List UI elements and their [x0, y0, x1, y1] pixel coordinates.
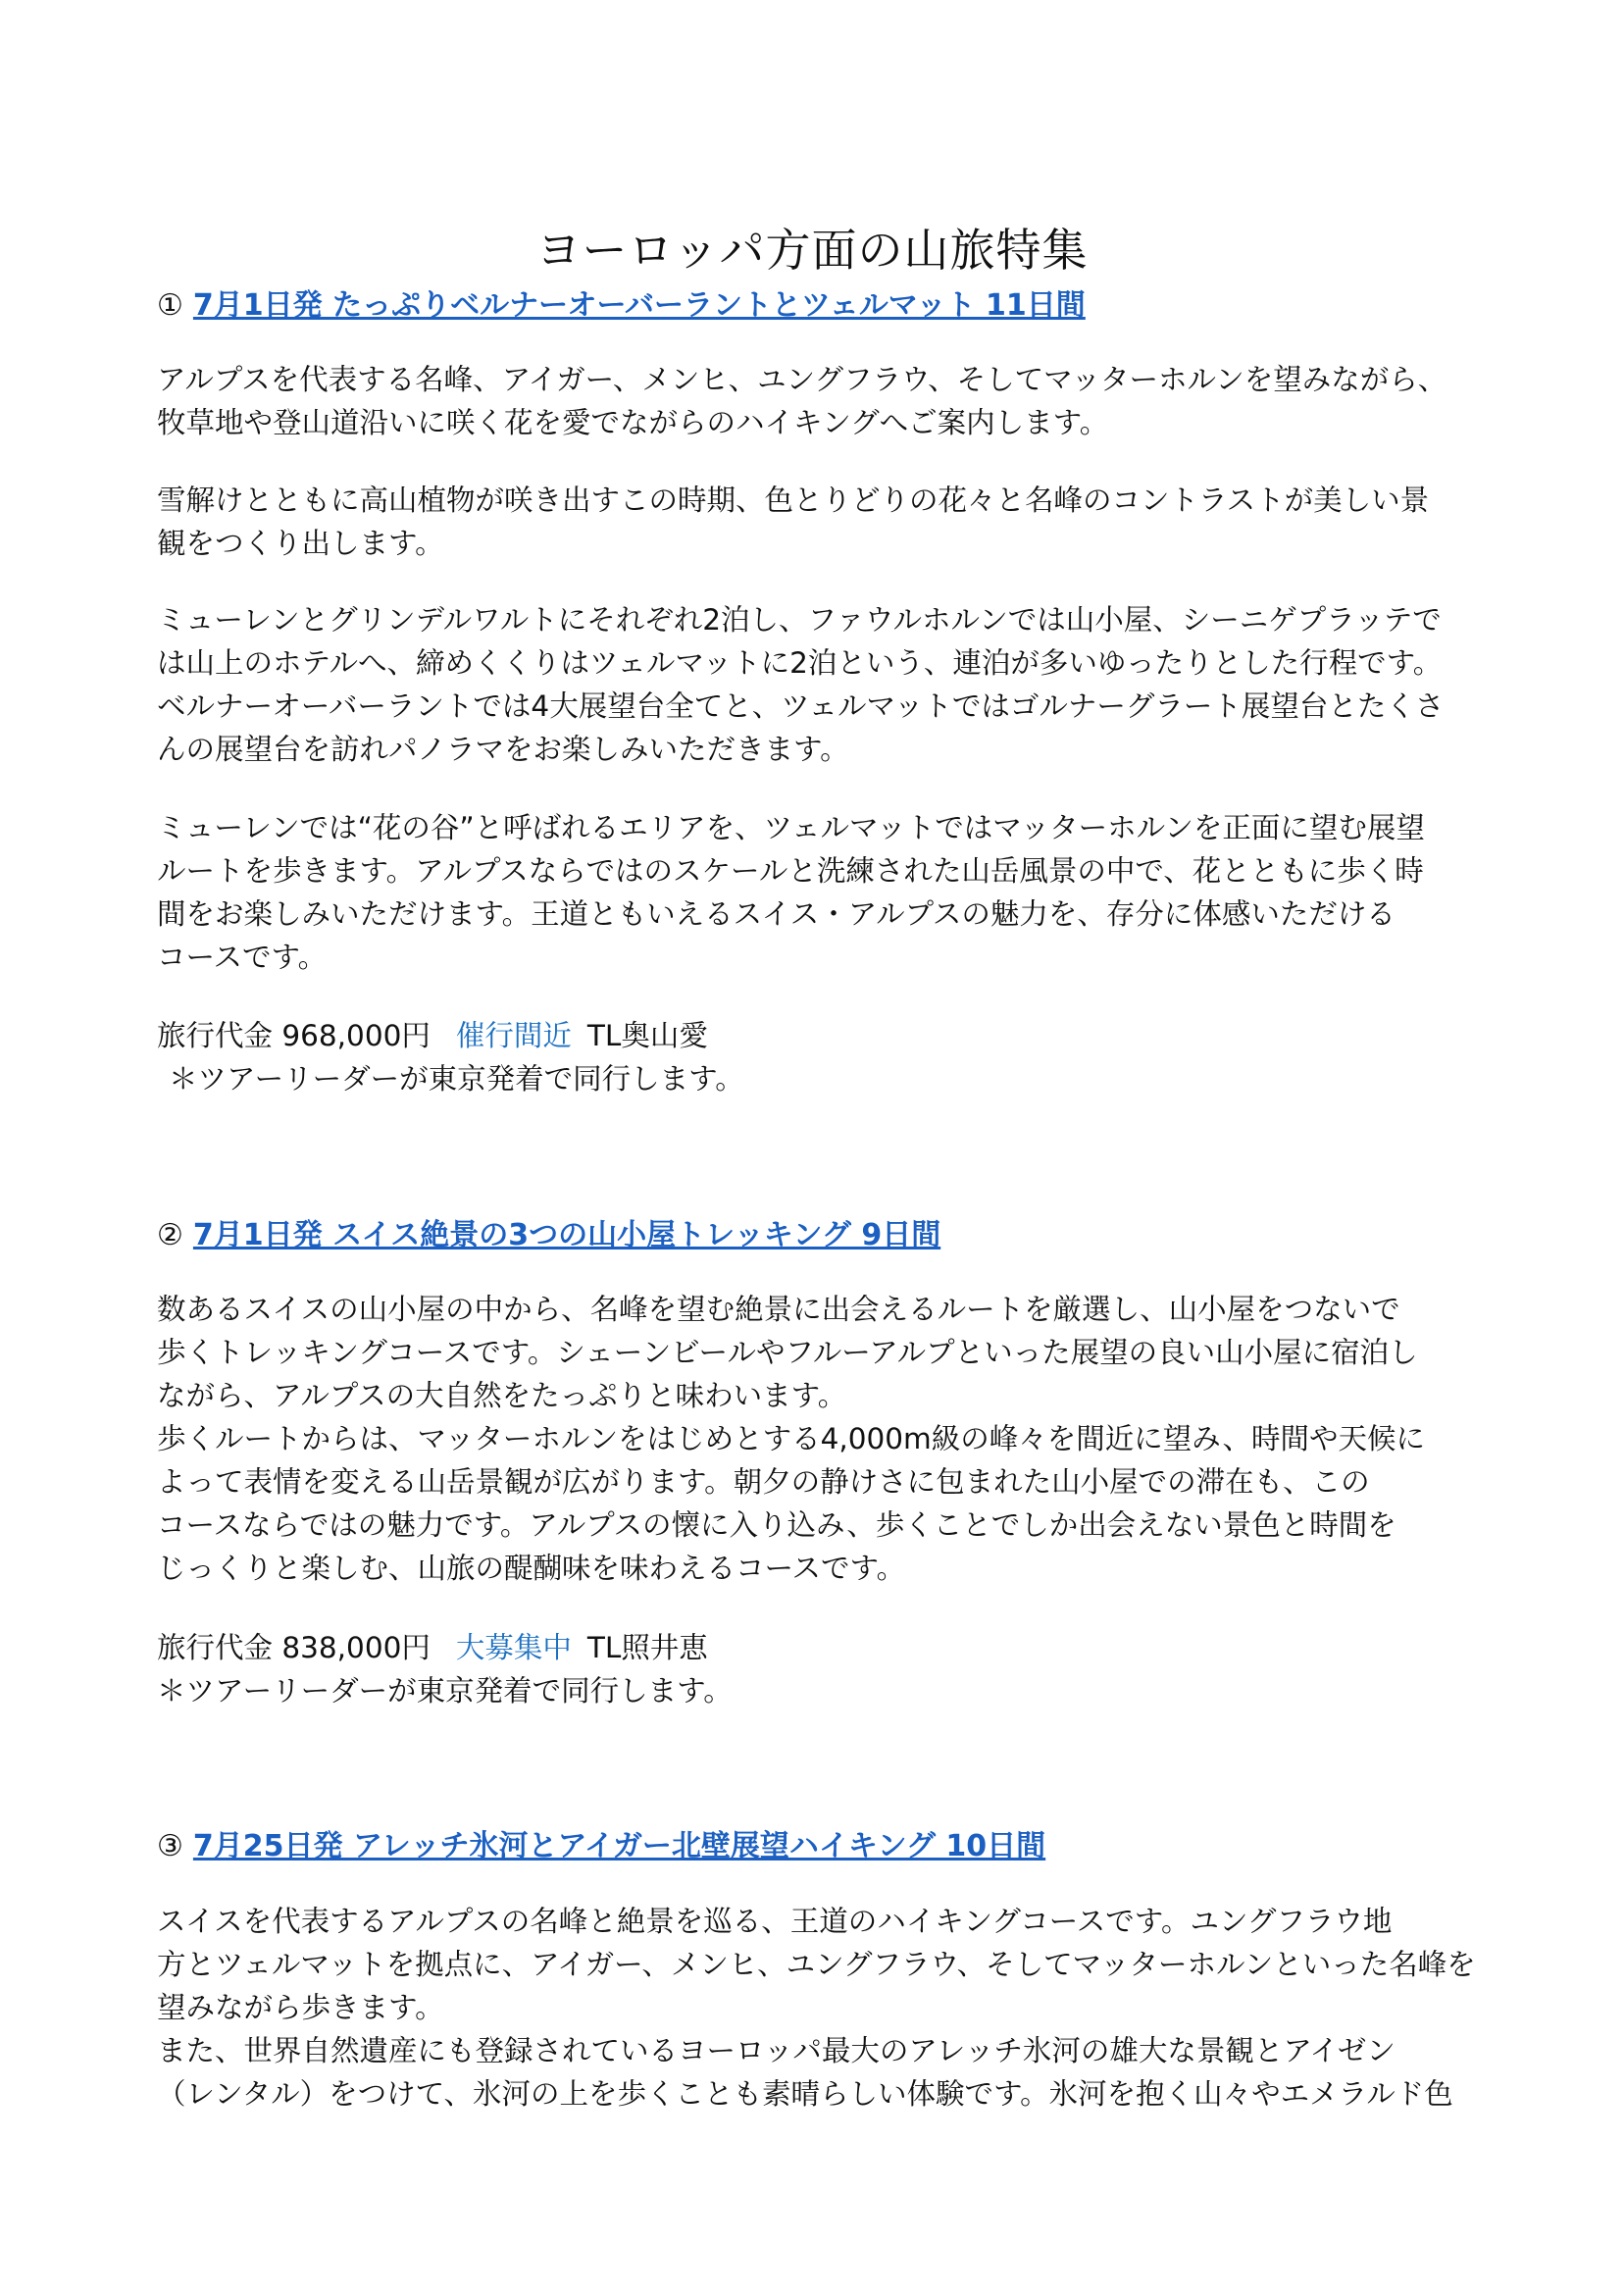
text-line: 間をお楽しみいただけます。王道ともいえるスイス・アルプスの魅力を、存分に体感いただける	[157, 897, 1396, 931]
tour-3-number: ③	[157, 1829, 183, 1863]
tour-1-paragraph-4	[157, 806, 1481, 979]
tour-2-note: ＊ツアーリーダーが東京発着で同行します。	[157, 1674, 733, 1708]
text-line: 歩くトレッキングコースです。シェーンビールやフルーアルプといった展望の良い山小屋に宿泊し	[157, 1336, 1418, 1369]
text-line: は山上のホテルへ、締めくくりはツェルマットに2泊という、連泊が多いゆったりとした行程です。	[157, 646, 1443, 680]
text-line: 歩くルートからは、マッターホルンをはじめとする4,000m級の峰々を間近に望み、時間や天候に	[157, 1422, 1426, 1455]
text-line: 数あるスイスの山小屋の中から、名峰を望む絶景に出会えるルートを厳選し、山小屋をつないで	[157, 1293, 1400, 1326]
page-title: ヨーロッパ方面の山旅特集	[535, 223, 1089, 277]
text-line: ルートを歩きます。アルプスならではのスケールと洗練された山岳風景の中で、花とともに歩く時	[157, 854, 1424, 888]
tour-1-price: 旅行代金 968,000円	[157, 1019, 431, 1052]
text-line: スイスを代表するアルプスの名峰と絶景を巡る、王道のハイキングコースです。ユングフラウ地	[157, 1905, 1393, 1938]
text-line: んの展望台を訪れパノラマをお楽しみいただきます。	[157, 733, 849, 766]
text-line: コースならではの魅力です。アルプスの懐に入り込み、歩くことでしか出会えない景色と時間を	[157, 1508, 1396, 1542]
tour-1-leader: TL奥山愛	[586, 1019, 708, 1052]
text-line: ながら、アルプスの大自然をたっぷりと味わいます。	[157, 1379, 847, 1412]
tour-1-paragraph-2	[157, 479, 1481, 565]
tour-1-number: ①	[157, 288, 183, 323]
text-line: ベルナーオーバーラントでは4大展望台全てと、ツェルマットではゴルナーグラート展望台とたくさ	[157, 689, 1445, 723]
tour-2-number: ②	[157, 1218, 183, 1252]
text-line: （レンタル）をつけて、氷河の上を歩くことも素晴らしい体験です。氷河を抱く山々やエメラルド色	[157, 2077, 1453, 2111]
tour-1-paragraph-3	[157, 598, 1481, 771]
text-line: アルプスを代表する名峰、アイガー、メンヒ、ユングフラウ、そしてマッターホルンを望みながら、	[157, 363, 1447, 396]
text-line: ミューレンでは“花の谷”と呼ばれるエリアを、ツェルマットではマッターホルンを正面に望む展望	[157, 811, 1425, 844]
tour-2-price-row	[157, 1626, 708, 1669]
tour-2-link[interactable]: 7月1日発 スイス絶景の3つの山小屋トレッキング 9日間	[192, 1218, 941, 1252]
tour-3-heading	[157, 1827, 1045, 1866]
tour-2-heading	[157, 1216, 940, 1255]
text-line: 雪解けとともに高山植物が咲き出すこの時期、色とりどりの花々と名峰のコントラストが美しい景	[157, 484, 1430, 517]
tour-1-heading	[157, 286, 1086, 326]
tour-3-paragraph-1	[157, 1900, 1481, 2116]
text-line: コースです。	[157, 941, 328, 974]
text-line: 観をつくり出します。	[157, 527, 444, 560]
tour-1-status-badge: 催行間近	[455, 1019, 572, 1052]
text-line: ミューレンとグリンデルワルトにそれぞれ2泊し、ファウルホルンでは山小屋、シーニゲプラッテで	[157, 603, 1442, 637]
text-line: 望みながら歩きます。	[157, 1991, 444, 2024]
text-line: 方とツェルマットを拠点に、アイガー、メンヒ、ユングフラウ、そしてマッターホルンといった名峰を	[157, 1948, 1476, 1981]
text-line: 牧草地や登山道沿いに咲く花を愛でながらのハイキングへご案内します。	[157, 406, 1109, 439]
tour-2-status-badge: 大募集中	[455, 1631, 572, 1664]
text-line: また、世界自然遺産にも登録されているヨーロッパ最大のアレッチ氷河の雄大な景観とアイゼン	[157, 2034, 1396, 2067]
text-line: じっくりと楽しむ、山旅の醍醐味を味わえるコースです。	[157, 1552, 906, 1585]
tour-1-paragraph-1	[157, 358, 1481, 444]
tour-3-link[interactable]: 7月25日発 アレッチ氷河とアイガー北壁展望ハイキング 10日間	[192, 1829, 1046, 1863]
tour-1-link[interactable]: 7月1日発 たっぷりベルナーオーバーラントとツェルマット 11日間	[192, 288, 1086, 323]
tour-2-paragraph-1	[157, 1288, 1481, 1590]
tour-2-leader: TL照井恵	[586, 1631, 708, 1664]
tour-1-note: ＊ツアーリーダーが東京発着で同行します。	[169, 1062, 744, 1096]
tour-2-price: 旅行代金 838,000円	[157, 1631, 431, 1664]
tour-1-price-row	[157, 1014, 708, 1057]
text-line: よって表情を変える山岳景観が広がります。朝夕の静けさに包まれた山小屋での滞在も、この	[157, 1465, 1370, 1499]
